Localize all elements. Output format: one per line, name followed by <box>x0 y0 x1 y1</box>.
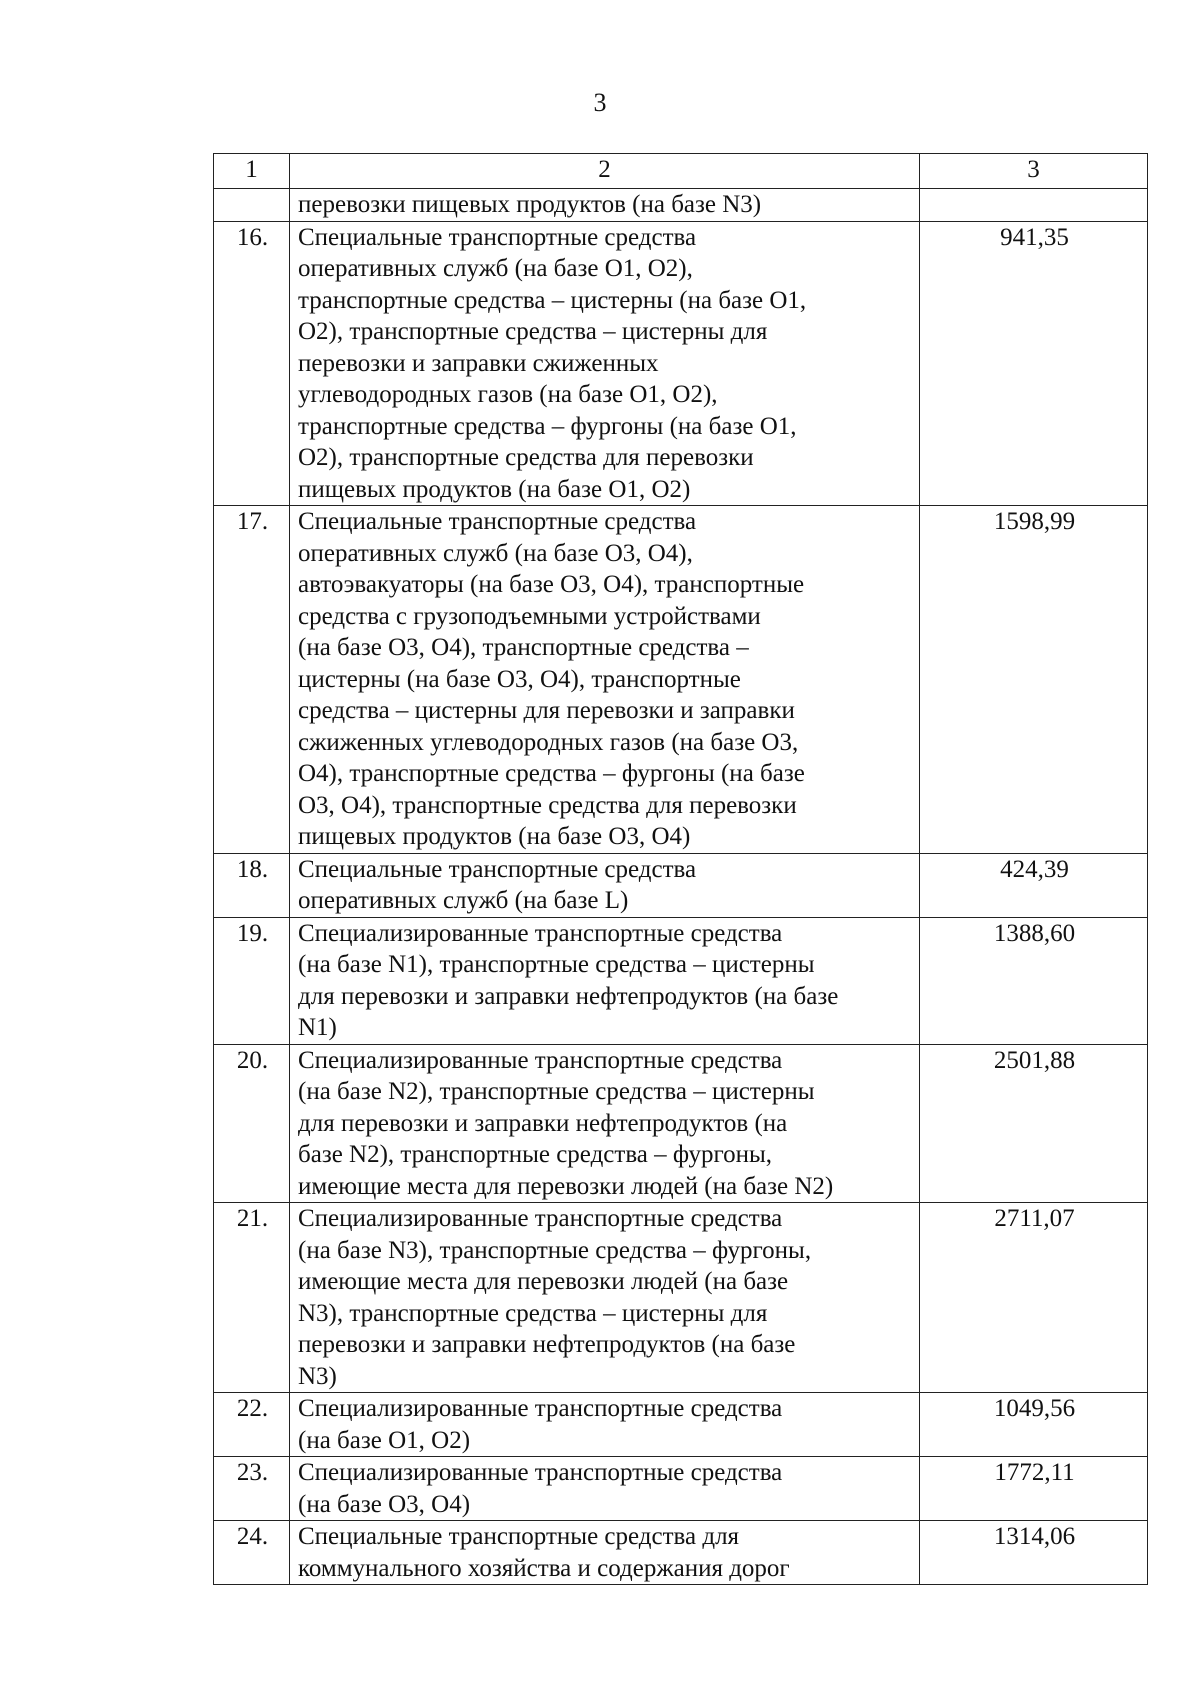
row-description: Специализированные транспортные средства (на базе N1), транспортные средства – цистерны для перевозки и заправки нефтепродуктов (на базе N1) <box>290 917 920 1044</box>
row-description: Специализированные транспортные средства (на базе O3, O4) <box>290 1457 920 1521</box>
row-value: 941,35 <box>920 221 1148 506</box>
table-row <box>214 506 1148 854</box>
header-cell: 2 <box>290 154 920 189</box>
table-row <box>214 1521 1148 1585</box>
table-header-row <box>214 154 1148 189</box>
table-row <box>214 1203 1148 1393</box>
table-row <box>214 221 1148 506</box>
row-number: 18. <box>214 853 290 917</box>
row-value: 2711,07 <box>920 1203 1148 1393</box>
row-description: Специализированные транспортные средства (на базе N3), транспортные средства – фургоны, имеющие места для перевозки людей (на базе N3), транспортные средства – цистерны для перевозки и заправки нефтепродуктов (на базе N3) <box>290 1203 920 1393</box>
vehicle-rates-table <box>213 153 1148 1585</box>
row-number: 22. <box>214 1393 290 1457</box>
page-number: 3 <box>593 88 607 117</box>
table-row <box>214 1044 1148 1203</box>
row-value: 1388,60 <box>920 917 1148 1044</box>
row-number: 19. <box>214 917 290 1044</box>
table-row <box>214 189 1148 222</box>
row-value: 1772,11 <box>920 1457 1148 1521</box>
table-row <box>214 853 1148 917</box>
row-value: 424,39 <box>920 853 1148 917</box>
row-number: 21. <box>214 1203 290 1393</box>
table-row <box>214 1393 1148 1457</box>
row-number <box>214 189 290 222</box>
table-row <box>214 1457 1148 1521</box>
row-description: перевозки пищевых продуктов (на базе N3) <box>290 189 920 222</box>
row-value: 1314,06 <box>920 1521 1148 1585</box>
row-number: 24. <box>214 1521 290 1585</box>
row-number: 17. <box>214 506 290 854</box>
row-value <box>920 189 1148 222</box>
row-description: Специальные транспортные средства оперативных служб (на базе O3, O4), автоэвакуаторы (на базе O3, O4), транспортные средства с грузоподъемными устройствами (на базе O3, O4), транспортные средства – цистерны (на базе O3, O4), транспортные средства – цистерны для перевозки и заправки сжиженных углеводородных газов (на базе O3, O4), транспортные средства – фургоны (на базе O3, O4), транспортные средства для перевозки пищевых продуктов (на базе O3, O4) <box>290 506 920 854</box>
row-value: 1598,99 <box>920 506 1148 854</box>
row-description: Специализированные транспортные средства (на базе N2), транспортные средства – цистерны для перевозки и заправки нефтепродуктов (на базе N2), транспортные средства – фургоны, имеющие места для перевозки людей (на базе N2) <box>290 1044 920 1203</box>
table-row <box>214 917 1148 1044</box>
row-description: Специальные транспортные средства оперативных служб (на базе L) <box>290 853 920 917</box>
row-value: 1049,56 <box>920 1393 1148 1457</box>
row-value: 2501,88 <box>920 1044 1148 1203</box>
row-description: Специальные транспортные средства для коммунального хозяйства и содержания дорог <box>290 1521 920 1585</box>
row-number: 16. <box>214 221 290 506</box>
row-number: 23. <box>214 1457 290 1521</box>
header-cell: 1 <box>214 154 290 189</box>
row-description: Специализированные транспортные средства (на базе O1, O2) <box>290 1393 920 1457</box>
row-number: 20. <box>214 1044 290 1203</box>
row-description: Специальные транспортные средства оперативных служб (на базе O1, O2), транспортные средства – цистерны (на базе O1, O2), транспортные средства – цистерны для перевозки и заправки сжиженных углеводородных газов (на базе O1, O2), транспортные средства – фургоны (на базе O1, O2), транспортные средства для перевозки пищевых продуктов (на базе O1, O2) <box>290 221 920 506</box>
header-cell: 3 <box>920 154 1148 189</box>
